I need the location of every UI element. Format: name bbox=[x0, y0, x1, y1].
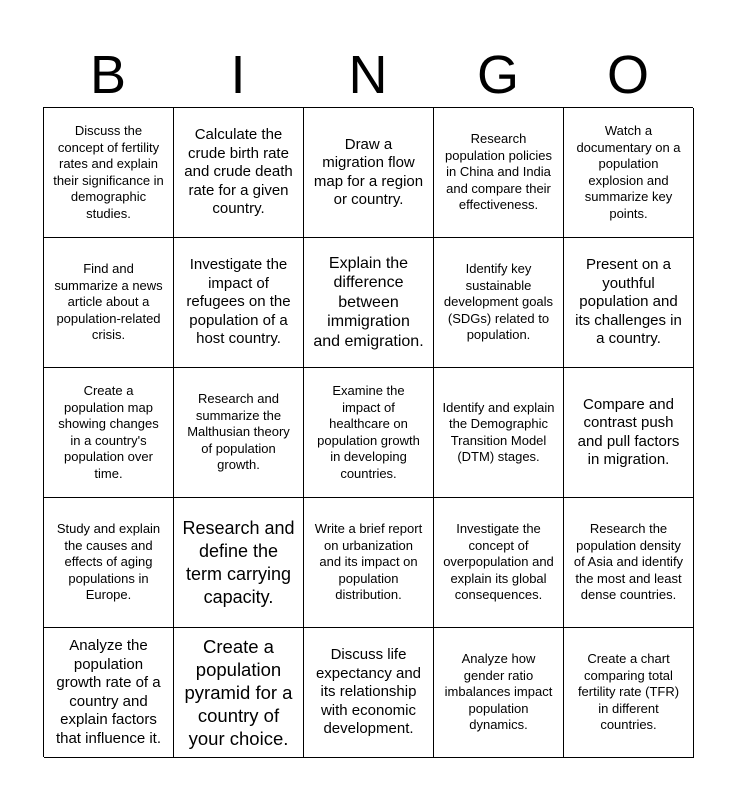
bingo-cell bbox=[174, 368, 304, 498]
bingo-cell bbox=[304, 108, 434, 238]
bingo-grid bbox=[43, 107, 693, 757]
cell-text: Watch a documentary on a population explosion and summarize key points. bbox=[576, 123, 681, 221]
cell-text: Investigate the concept of overpopulation and explain its global consequences. bbox=[443, 521, 554, 603]
bingo-cell bbox=[304, 368, 434, 498]
header-letter-i: I bbox=[230, 45, 246, 105]
bingo-cell bbox=[304, 498, 434, 628]
bingo-cell bbox=[434, 628, 564, 758]
bingo-cell bbox=[434, 238, 564, 368]
bingo-cell bbox=[44, 238, 174, 368]
cell-text: Study and explain the causes and effects of aging populations in Europe. bbox=[56, 521, 161, 603]
header-letter-o: O bbox=[606, 45, 649, 105]
bingo-cell bbox=[304, 238, 434, 368]
bingo-cell bbox=[564, 498, 694, 628]
cell-text: Compare and contrast push and pull factors in migration. bbox=[577, 395, 680, 468]
bingo-cell bbox=[434, 368, 564, 498]
bingo-cell bbox=[174, 498, 304, 628]
bingo-cell bbox=[44, 628, 174, 758]
cell-text: Create a population pyramid for a country of your choice. bbox=[184, 636, 293, 749]
bingo-cell bbox=[174, 628, 304, 758]
cell-text: Examine the impact of healthcare on population growth in developing countries. bbox=[317, 383, 420, 481]
bingo-cell bbox=[304, 628, 434, 758]
cell-text: Explain the difference between immigration and emigration. bbox=[313, 254, 424, 350]
bingo-cell bbox=[434, 108, 564, 238]
bingo-cell bbox=[174, 238, 304, 368]
header-letter-n: N bbox=[348, 45, 388, 105]
bingo-cell bbox=[174, 108, 304, 238]
cell-text: Present on a youthful population and its challenges in a country. bbox=[575, 256, 682, 348]
cell-text: Identify key sustainable development goals (SDGs) related to population. bbox=[443, 261, 554, 343]
cell-text: Discuss the concept of fertility rates and explain their significance in demographic studies. bbox=[53, 123, 164, 221]
cell-text: Analyze how gender ratio imbalances impact population dynamics. bbox=[444, 651, 553, 733]
bingo-cell bbox=[44, 368, 174, 498]
cell-text: Research population policies in China and India and compare their effectiveness. bbox=[445, 131, 552, 213]
cell-text: Research and summarize the Malthusian theory of population growth. bbox=[187, 391, 290, 473]
header-letter-g: G bbox=[476, 45, 519, 105]
cell-text: Draw a migration flow map for a region or country. bbox=[313, 135, 424, 208]
cell-text: Investigate the impact of refugees on the population of a host country. bbox=[186, 256, 291, 348]
cell-text: Research the population density of Asia and identify the most and least dense countries. bbox=[573, 521, 684, 603]
cell-text: Find and summarize a news article about a population-related crisis. bbox=[54, 261, 163, 343]
cell-text: Discuss life expectancy and its relationship with economic development. bbox=[315, 646, 422, 738]
cell-text: Write a brief report on urbanization and its impact on population distribution. bbox=[314, 521, 423, 603]
cell-text: Identify and explain the Demographic Transition Model (DTM) stages. bbox=[442, 399, 555, 464]
bingo-cell bbox=[564, 108, 694, 238]
bingo-cell bbox=[564, 368, 694, 498]
header-letter-b: B bbox=[89, 45, 127, 105]
bingo-cell bbox=[434, 498, 564, 628]
bingo-cell bbox=[44, 498, 174, 628]
cell-text: Analyze the population growth rate of a country and explain factors that influence it. bbox=[55, 637, 162, 747]
bingo-cell bbox=[564, 628, 694, 758]
bingo-cell bbox=[564, 238, 694, 368]
cell-text: Create a population map showing changes in a country's population over time. bbox=[58, 383, 159, 481]
bingo-header bbox=[43, 42, 693, 108]
cell-text: Research and define the term carrying capacity. bbox=[182, 517, 295, 607]
cell-text: Calculate the crude birth rate and crude death rate for a given country. bbox=[184, 126, 293, 218]
cell-text: Create a chart comparing total fertility rate (TFR) in different countries. bbox=[577, 651, 680, 733]
bingo-cell bbox=[44, 108, 174, 238]
